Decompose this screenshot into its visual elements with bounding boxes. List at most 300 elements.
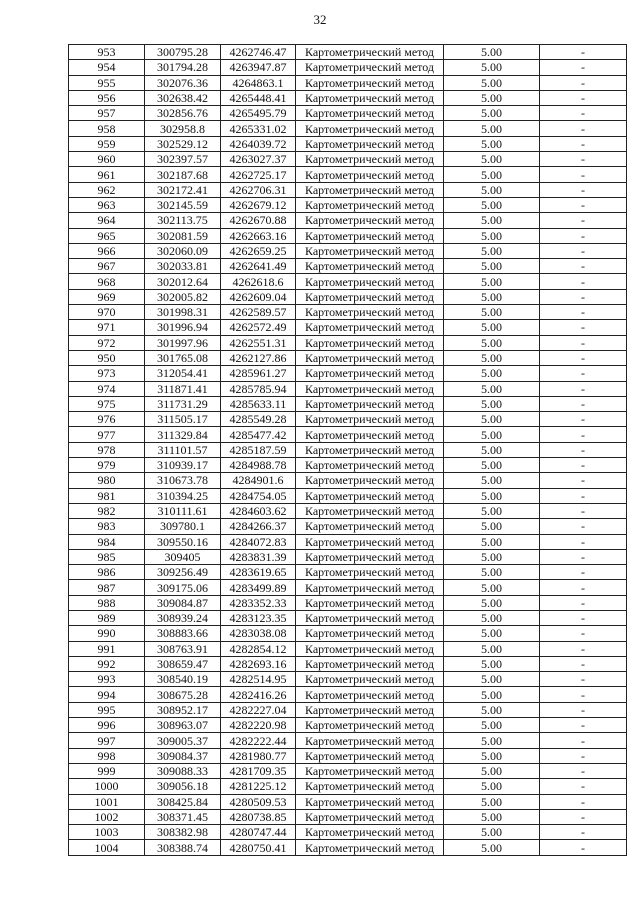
accuracy-cell: 5.00 xyxy=(444,75,540,90)
y-coordinate-cell: 4264863.1 xyxy=(221,75,296,90)
dash-cell: - xyxy=(540,366,627,381)
method-cell: Картометрический метод xyxy=(296,672,444,687)
x-coordinate-cell: 308382.98 xyxy=(145,825,221,840)
table-row xyxy=(69,305,627,320)
y-coordinate-cell: 4283123.35 xyxy=(221,610,296,625)
table-row xyxy=(69,45,627,60)
dash-cell: - xyxy=(540,473,627,488)
dash-cell: - xyxy=(540,672,627,687)
dash-cell: - xyxy=(540,610,627,625)
x-coordinate-cell: 302638.42 xyxy=(145,90,221,105)
x-coordinate-cell: 301998.31 xyxy=(145,305,221,320)
x-coordinate-cell: 302958.8 xyxy=(145,121,221,136)
coordinates-table-body xyxy=(69,45,627,856)
y-coordinate-cell: 4285187.59 xyxy=(221,442,296,457)
coordinates-table xyxy=(68,44,627,856)
method-cell: Картометрический метод xyxy=(296,45,444,60)
point-number-cell: 990 xyxy=(69,626,145,641)
x-coordinate-cell: 301794.28 xyxy=(145,60,221,75)
y-coordinate-cell: 4265495.79 xyxy=(221,106,296,121)
accuracy-cell: 5.00 xyxy=(444,549,540,564)
dash-cell: - xyxy=(540,197,627,212)
x-coordinate-cell: 309005.37 xyxy=(145,733,221,748)
method-cell: Картометрический метод xyxy=(296,626,444,641)
point-number-cell: 960 xyxy=(69,152,145,167)
table-row xyxy=(69,75,627,90)
point-number-cell: 968 xyxy=(69,274,145,289)
point-number-cell: 967 xyxy=(69,259,145,274)
point-number-cell: 964 xyxy=(69,213,145,228)
method-cell: Картометрический метод xyxy=(296,687,444,702)
table-row xyxy=(69,320,627,335)
table-row xyxy=(69,167,627,182)
method-cell: Картометрический метод xyxy=(296,90,444,105)
method-cell: Картометрический метод xyxy=(296,412,444,427)
y-coordinate-cell: 4285633.11 xyxy=(221,396,296,411)
accuracy-cell: 5.00 xyxy=(444,748,540,763)
table-row xyxy=(69,197,627,212)
table-row xyxy=(69,580,627,595)
dash-cell: - xyxy=(540,412,627,427)
y-coordinate-cell: 4281225.12 xyxy=(221,779,296,794)
method-cell: Картометрический метод xyxy=(296,289,444,304)
table-row xyxy=(69,350,627,365)
dash-cell: - xyxy=(540,626,627,641)
table-row xyxy=(69,672,627,687)
accuracy-cell: 5.00 xyxy=(444,672,540,687)
table-row xyxy=(69,228,627,243)
accuracy-cell: 5.00 xyxy=(444,473,540,488)
dash-cell: - xyxy=(540,90,627,105)
x-coordinate-cell: 302856.76 xyxy=(145,106,221,121)
table-row xyxy=(69,60,627,75)
x-coordinate-cell: 312054.41 xyxy=(145,366,221,381)
x-coordinate-cell: 311505.17 xyxy=(145,412,221,427)
y-coordinate-cell: 4282416.26 xyxy=(221,687,296,702)
table-row xyxy=(69,825,627,840)
method-cell: Картометрический метод xyxy=(296,595,444,610)
x-coordinate-cell: 302012.64 xyxy=(145,274,221,289)
dash-cell: - xyxy=(540,763,627,778)
table-row xyxy=(69,779,627,794)
method-cell: Картометрический метод xyxy=(296,106,444,121)
dash-cell: - xyxy=(540,427,627,442)
y-coordinate-cell: 4265448.41 xyxy=(221,90,296,105)
x-coordinate-cell: 301996.94 xyxy=(145,320,221,335)
accuracy-cell: 5.00 xyxy=(444,106,540,121)
point-number-cell: 963 xyxy=(69,197,145,212)
table-row xyxy=(69,274,627,289)
y-coordinate-cell: 4283831.39 xyxy=(221,549,296,564)
accuracy-cell: 5.00 xyxy=(444,366,540,381)
accuracy-cell: 5.00 xyxy=(444,289,540,304)
y-coordinate-cell: 4262618.6 xyxy=(221,274,296,289)
method-cell: Картометрический метод xyxy=(296,718,444,733)
y-coordinate-cell: 4262127.86 xyxy=(221,350,296,365)
y-coordinate-cell: 4285785.94 xyxy=(221,381,296,396)
method-cell: Картометрический метод xyxy=(296,366,444,381)
y-coordinate-cell: 4284072.83 xyxy=(221,534,296,549)
x-coordinate-cell: 310939.17 xyxy=(145,458,221,473)
accuracy-cell: 5.00 xyxy=(444,213,540,228)
x-coordinate-cell: 300795.28 xyxy=(145,45,221,60)
dash-cell: - xyxy=(540,718,627,733)
method-cell: Картометрический метод xyxy=(296,152,444,167)
point-number-cell: 966 xyxy=(69,243,145,258)
table-row xyxy=(69,366,627,381)
x-coordinate-cell: 302081.59 xyxy=(145,228,221,243)
method-cell: Картометрический метод xyxy=(296,167,444,182)
point-number-cell: 972 xyxy=(69,335,145,350)
x-coordinate-cell: 311871.41 xyxy=(145,381,221,396)
y-coordinate-cell: 4282693.16 xyxy=(221,656,296,671)
dash-cell: - xyxy=(540,106,627,121)
method-cell: Картометрический метод xyxy=(296,473,444,488)
x-coordinate-cell: 309550.16 xyxy=(145,534,221,549)
y-coordinate-cell: 4285549.28 xyxy=(221,412,296,427)
accuracy-cell: 5.00 xyxy=(444,733,540,748)
x-coordinate-cell: 309175.06 xyxy=(145,580,221,595)
accuracy-cell: 5.00 xyxy=(444,136,540,151)
x-coordinate-cell: 308963.07 xyxy=(145,718,221,733)
method-cell: Картометрический метод xyxy=(296,733,444,748)
dash-cell: - xyxy=(540,825,627,840)
table-row xyxy=(69,427,627,442)
x-coordinate-cell: 302005.82 xyxy=(145,289,221,304)
method-cell: Картометрический метод xyxy=(296,809,444,824)
dash-cell: - xyxy=(540,549,627,564)
table-row xyxy=(69,136,627,151)
point-number-cell: 1002 xyxy=(69,809,145,824)
y-coordinate-cell: 4264039.72 xyxy=(221,136,296,151)
accuracy-cell: 5.00 xyxy=(444,687,540,702)
method-cell: Картометрический метод xyxy=(296,396,444,411)
accuracy-cell: 5.00 xyxy=(444,458,540,473)
x-coordinate-cell: 309084.87 xyxy=(145,595,221,610)
table-row xyxy=(69,259,627,274)
table-row xyxy=(69,794,627,809)
method-cell: Картометрический метод xyxy=(296,274,444,289)
accuracy-cell: 5.00 xyxy=(444,488,540,503)
x-coordinate-cell: 302529.12 xyxy=(145,136,221,151)
y-coordinate-cell: 4283038.08 xyxy=(221,626,296,641)
method-cell: Картометрический метод xyxy=(296,840,444,855)
accuracy-cell: 5.00 xyxy=(444,565,540,580)
table-row xyxy=(69,335,627,350)
point-number-cell: 997 xyxy=(69,733,145,748)
dash-cell: - xyxy=(540,152,627,167)
dash-cell: - xyxy=(540,656,627,671)
dash-cell: - xyxy=(540,350,627,365)
x-coordinate-cell: 309056.18 xyxy=(145,779,221,794)
y-coordinate-cell: 4262551.31 xyxy=(221,335,296,350)
table-row xyxy=(69,840,627,855)
accuracy-cell: 5.00 xyxy=(444,763,540,778)
dash-cell: - xyxy=(540,213,627,228)
dash-cell: - xyxy=(540,289,627,304)
dash-cell: - xyxy=(540,702,627,717)
table-row xyxy=(69,763,627,778)
method-cell: Картометрический метод xyxy=(296,534,444,549)
y-coordinate-cell: 4283352.33 xyxy=(221,595,296,610)
method-cell: Картометрический метод xyxy=(296,610,444,625)
table-row xyxy=(69,748,627,763)
point-number-cell: 979 xyxy=(69,458,145,473)
x-coordinate-cell: 301997.96 xyxy=(145,335,221,350)
accuracy-cell: 5.00 xyxy=(444,121,540,136)
point-number-cell: 1001 xyxy=(69,794,145,809)
point-number-cell: 994 xyxy=(69,687,145,702)
table-row xyxy=(69,519,627,534)
table-row xyxy=(69,473,627,488)
accuracy-cell: 5.00 xyxy=(444,427,540,442)
y-coordinate-cell: 4263947.87 xyxy=(221,60,296,75)
point-number-cell: 978 xyxy=(69,442,145,457)
point-number-cell: 996 xyxy=(69,718,145,733)
dash-cell: - xyxy=(540,45,627,60)
y-coordinate-cell: 4284988.78 xyxy=(221,458,296,473)
dash-cell: - xyxy=(540,381,627,396)
dash-cell: - xyxy=(540,687,627,702)
accuracy-cell: 5.00 xyxy=(444,274,540,289)
point-number-cell: 955 xyxy=(69,75,145,90)
y-coordinate-cell: 4265331.02 xyxy=(221,121,296,136)
method-cell: Картометрический метод xyxy=(296,228,444,243)
x-coordinate-cell: 311329.84 xyxy=(145,427,221,442)
point-number-cell: 975 xyxy=(69,396,145,411)
accuracy-cell: 5.00 xyxy=(444,381,540,396)
accuracy-cell: 5.00 xyxy=(444,182,540,197)
y-coordinate-cell: 4284754.05 xyxy=(221,488,296,503)
y-coordinate-cell: 4262641.49 xyxy=(221,259,296,274)
dash-cell: - xyxy=(540,809,627,824)
x-coordinate-cell: 309405 xyxy=(145,549,221,564)
dash-cell: - xyxy=(540,121,627,136)
y-coordinate-cell: 4263027.37 xyxy=(221,152,296,167)
x-coordinate-cell: 311101.57 xyxy=(145,442,221,457)
x-coordinate-cell: 308939.24 xyxy=(145,610,221,625)
method-cell: Картометрический метод xyxy=(296,136,444,151)
y-coordinate-cell: 4282227.04 xyxy=(221,702,296,717)
dash-cell: - xyxy=(540,442,627,457)
dash-cell: - xyxy=(540,733,627,748)
table-row xyxy=(69,396,627,411)
x-coordinate-cell: 308952.17 xyxy=(145,702,221,717)
x-coordinate-cell: 302397.57 xyxy=(145,152,221,167)
method-cell: Картометрический метод xyxy=(296,748,444,763)
point-number-cell: 956 xyxy=(69,90,145,105)
x-coordinate-cell: 308388.74 xyxy=(145,840,221,855)
accuracy-cell: 5.00 xyxy=(444,825,540,840)
point-number-cell: 992 xyxy=(69,656,145,671)
point-number-cell: 995 xyxy=(69,702,145,717)
dash-cell: - xyxy=(540,794,627,809)
accuracy-cell: 5.00 xyxy=(444,259,540,274)
table-row xyxy=(69,503,627,518)
x-coordinate-cell: 309256.49 xyxy=(145,565,221,580)
point-number-cell: 987 xyxy=(69,580,145,595)
method-cell: Картометрический метод xyxy=(296,350,444,365)
x-coordinate-cell: 308371.45 xyxy=(145,809,221,824)
accuracy-cell: 5.00 xyxy=(444,580,540,595)
y-coordinate-cell: 4262725.17 xyxy=(221,167,296,182)
table-row xyxy=(69,565,627,580)
table-row xyxy=(69,442,627,457)
table-row xyxy=(69,289,627,304)
method-cell: Картометрический метод xyxy=(296,763,444,778)
y-coordinate-cell: 4280509.53 xyxy=(221,794,296,809)
point-number-cell: 1004 xyxy=(69,840,145,855)
y-coordinate-cell: 4281980.77 xyxy=(221,748,296,763)
point-number-cell: 983 xyxy=(69,519,145,534)
table-row xyxy=(69,534,627,549)
point-number-cell: 981 xyxy=(69,488,145,503)
x-coordinate-cell: 302145.59 xyxy=(145,197,221,212)
x-coordinate-cell: 302187.68 xyxy=(145,167,221,182)
dash-cell: - xyxy=(540,565,627,580)
method-cell: Картометрический метод xyxy=(296,458,444,473)
point-number-cell: 977 xyxy=(69,427,145,442)
point-number-cell: 1000 xyxy=(69,779,145,794)
point-number-cell: 958 xyxy=(69,121,145,136)
method-cell: Картометрический метод xyxy=(296,549,444,564)
table-row xyxy=(69,213,627,228)
dash-cell: - xyxy=(540,748,627,763)
point-number-cell: 970 xyxy=(69,305,145,320)
dash-cell: - xyxy=(540,60,627,75)
accuracy-cell: 5.00 xyxy=(444,641,540,656)
x-coordinate-cell: 302172.41 xyxy=(145,182,221,197)
y-coordinate-cell: 4282220.98 xyxy=(221,718,296,733)
method-cell: Картометрический метод xyxy=(296,197,444,212)
x-coordinate-cell: 310111.61 xyxy=(145,503,221,518)
dash-cell: - xyxy=(540,641,627,656)
table-row xyxy=(69,488,627,503)
point-number-cell: 976 xyxy=(69,412,145,427)
method-cell: Картометрический метод xyxy=(296,442,444,457)
table-row xyxy=(69,152,627,167)
accuracy-cell: 5.00 xyxy=(444,350,540,365)
dash-cell: - xyxy=(540,519,627,534)
accuracy-cell: 5.00 xyxy=(444,412,540,427)
point-number-cell: 998 xyxy=(69,748,145,763)
method-cell: Картометрический метод xyxy=(296,565,444,580)
method-cell: Картометрический метод xyxy=(296,427,444,442)
point-number-cell: 962 xyxy=(69,182,145,197)
x-coordinate-cell: 310673.78 xyxy=(145,473,221,488)
point-number-cell: 988 xyxy=(69,595,145,610)
dash-cell: - xyxy=(540,75,627,90)
accuracy-cell: 5.00 xyxy=(444,626,540,641)
y-coordinate-cell: 4285477.42 xyxy=(221,427,296,442)
y-coordinate-cell: 4262670.88 xyxy=(221,213,296,228)
point-number-cell: 974 xyxy=(69,381,145,396)
method-cell: Картометрический метод xyxy=(296,182,444,197)
x-coordinate-cell: 302060.09 xyxy=(145,243,221,258)
accuracy-cell: 5.00 xyxy=(444,320,540,335)
table-row xyxy=(69,381,627,396)
table-row xyxy=(69,809,627,824)
dash-cell: - xyxy=(540,305,627,320)
table-row xyxy=(69,121,627,136)
dash-cell: - xyxy=(540,136,627,151)
dash-cell: - xyxy=(540,840,627,855)
accuracy-cell: 5.00 xyxy=(444,228,540,243)
table-row xyxy=(69,182,627,197)
accuracy-cell: 5.00 xyxy=(444,534,540,549)
x-coordinate-cell: 302033.81 xyxy=(145,259,221,274)
accuracy-cell: 5.00 xyxy=(444,60,540,75)
table-row xyxy=(69,641,627,656)
y-coordinate-cell: 4284901.6 xyxy=(221,473,296,488)
y-coordinate-cell: 4262746.47 xyxy=(221,45,296,60)
accuracy-cell: 5.00 xyxy=(444,809,540,824)
y-coordinate-cell: 4280750.41 xyxy=(221,840,296,855)
accuracy-cell: 5.00 xyxy=(444,840,540,855)
method-cell: Картометрический метод xyxy=(296,656,444,671)
y-coordinate-cell: 4284603.62 xyxy=(221,503,296,518)
table-row xyxy=(69,626,627,641)
dash-cell: - xyxy=(540,320,627,335)
dash-cell: - xyxy=(540,259,627,274)
table-row xyxy=(69,702,627,717)
y-coordinate-cell: 4282222.44 xyxy=(221,733,296,748)
y-coordinate-cell: 4262706.31 xyxy=(221,182,296,197)
accuracy-cell: 5.00 xyxy=(444,396,540,411)
accuracy-cell: 5.00 xyxy=(444,595,540,610)
accuracy-cell: 5.00 xyxy=(444,243,540,258)
dash-cell: - xyxy=(540,167,627,182)
table-row xyxy=(69,458,627,473)
table-row xyxy=(69,106,627,121)
point-number-cell: 954 xyxy=(69,60,145,75)
y-coordinate-cell: 4280747.44 xyxy=(221,825,296,840)
accuracy-cell: 5.00 xyxy=(444,197,540,212)
y-coordinate-cell: 4262659.25 xyxy=(221,243,296,258)
point-number-cell: 986 xyxy=(69,565,145,580)
method-cell: Картометрический метод xyxy=(296,825,444,840)
method-cell: Картометрический метод xyxy=(296,794,444,809)
page-number: 32 xyxy=(313,12,327,27)
accuracy-cell: 5.00 xyxy=(444,794,540,809)
dash-cell: - xyxy=(540,228,627,243)
dash-cell: - xyxy=(540,396,627,411)
table-row xyxy=(69,595,627,610)
dash-cell: - xyxy=(540,534,627,549)
table-row xyxy=(69,412,627,427)
x-coordinate-cell: 309088.33 xyxy=(145,763,221,778)
x-coordinate-cell: 308425.84 xyxy=(145,794,221,809)
dash-cell: - xyxy=(540,243,627,258)
method-cell: Картометрический метод xyxy=(296,305,444,320)
accuracy-cell: 5.00 xyxy=(444,519,540,534)
dash-cell: - xyxy=(540,488,627,503)
point-number-cell: 980 xyxy=(69,473,145,488)
y-coordinate-cell: 4284266.37 xyxy=(221,519,296,534)
accuracy-cell: 5.00 xyxy=(444,610,540,625)
y-coordinate-cell: 4262572.49 xyxy=(221,320,296,335)
accuracy-cell: 5.00 xyxy=(444,656,540,671)
dash-cell: - xyxy=(540,274,627,289)
point-number-cell: 989 xyxy=(69,610,145,625)
method-cell: Картометрический метод xyxy=(296,503,444,518)
method-cell: Картометрический метод xyxy=(296,580,444,595)
dash-cell: - xyxy=(540,595,627,610)
x-coordinate-cell: 308883.66 xyxy=(145,626,221,641)
method-cell: Картометрический метод xyxy=(296,335,444,350)
method-cell: Картометрический метод xyxy=(296,519,444,534)
method-cell: Картометрический метод xyxy=(296,213,444,228)
